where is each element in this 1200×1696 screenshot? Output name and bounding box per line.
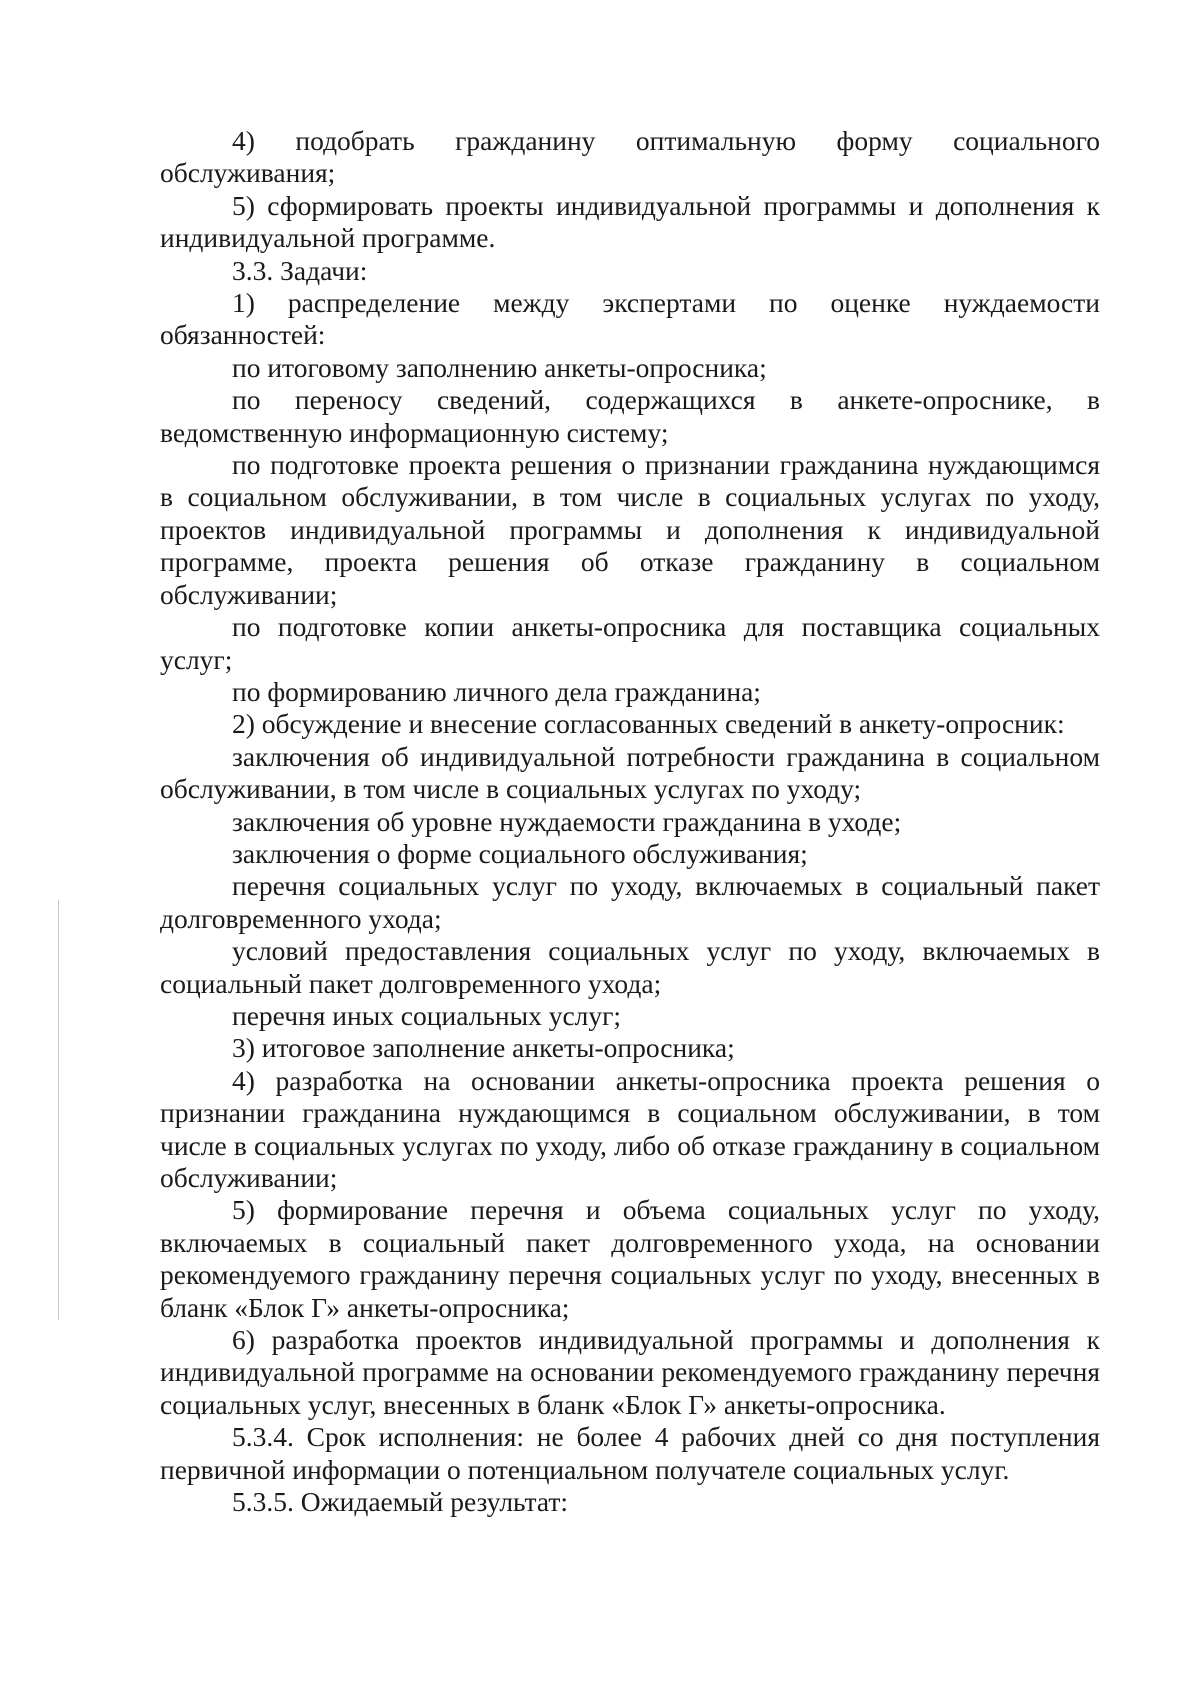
paragraph-21: 5.3.4. Срок исполнения: не более 4 рабочих дней со дня поступления первичной информации о потенциальном получателе социальных услуг.	[160, 1421, 1100, 1485]
paragraph-13: заключения о форме социального обслуживания;	[232, 837, 808, 869]
paragraph-22: 5.3.5. Ожидаемый результат:	[232, 1486, 569, 1518]
paragraph-9: по формированию личного дела гражданина;	[232, 675, 761, 707]
paragraph-5: по итоговому заполнению анкеты-опросника;	[232, 351, 767, 383]
paragraph-18: 4) разработка на основании анкеты-опросника проекта решения о признании гражданина нуждающимся в социальном обслуживании, в том числе в социальных услугах по уходу, либо об отказе гражданину в социальном обслуживании;	[160, 1064, 1100, 1193]
paragraph-8: по подготовке копии анкеты-опросника для поставщика социальных услуг;	[160, 611, 1100, 675]
paragraph-11: заключения об индивидуальной потребности гражданина в социальном обслуживании, в том числе в социальных услугах по уходу;	[160, 740, 1100, 805]
paragraph-7: по подготовке проекта решения о признании гражданина нуждающимся в социальном обслуживании, в том числе в социальных услугах по уходу, проектов индивидуальной программы и дополнения к индивидуальной программе, проекта решения об отказе гражданину в социальном обслуживании;	[160, 449, 1100, 610]
paragraph-20: 6) разработка проектов индивидуальной программы и дополнения к индивидуальной программе на основании рекомендуемого гражданину перечня социальных услуг, внесенных в бланк «Блок Г» анкеты-опросника.	[160, 1324, 1100, 1420]
paragraph-16: перечня иных социальных услуг;	[232, 999, 622, 1031]
paragraph-15: условий предоставления социальных услуг по уходу, включаемых в социальный пакет долговременного ухода;	[160, 935, 1100, 999]
paragraph-10: 2) обсуждение и внесение согласованных сведений в анкету-опросник:	[232, 708, 1065, 740]
scan-edge-line	[58, 900, 59, 1320]
paragraph-2: 5) сформировать проекты индивидуальной программы и дополнения к индивидуальной программе.	[160, 189, 1100, 254]
paragraph-1: 4) подобрать гражданину оптимальную форму социального обслуживания;	[160, 125, 1100, 189]
document-body	[160, 125, 1100, 1518]
paragraph-6: по переносу сведений, содержащихся в анкете-опроснике, в ведомственную информационную систему;	[160, 384, 1100, 448]
paragraph-12: заключения об уровне нуждаемости гражданина в уходе;	[232, 805, 902, 837]
paragraph-3: 3.3. Задачи:	[232, 254, 368, 286]
paragraph-17: 3) итоговое заполнение анкеты-опросника;	[232, 1032, 735, 1064]
paragraph-4: 1) распределение между экспертами по оценке нуждаемости обязанностей:	[160, 287, 1100, 351]
paragraph-14: перечня социальных услуг по уходу, включаемых в социальный пакет долговременного ухода;	[160, 870, 1100, 934]
paragraph-19: 5) формирование перечня и объема социальных услуг по уходу, включаемых в социальный пакет долговременного ухода, на основании рекомендуемого гражданину перечня социальных услуг по уходу, внесенных в бланк «Блок Г» анкеты-опросника;	[160, 1194, 1100, 1323]
